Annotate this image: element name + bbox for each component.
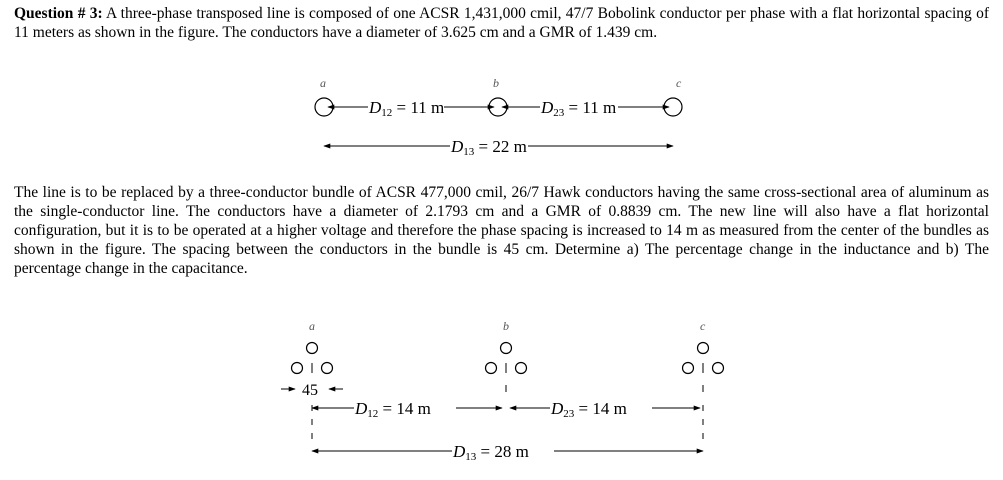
bundle-a-top-conductor [307, 343, 318, 354]
bundle-b-right-conductor [516, 363, 527, 374]
phase-a-label: a [320, 76, 326, 90]
bundle-spacing-label: 45 [302, 382, 318, 399]
d23-label: D23 = 11 m [541, 98, 617, 119]
bundle-c-left-conductor [683, 363, 694, 374]
question-label: Question # 3: [14, 5, 103, 22]
question-text: A three-phase transposed line is composed of one ACSR 1,431,000 cmil, 47/7 Bobolink conductor per phase with a flat horizontal spacing of 11 meters as shown in the figure. The conductors have a diameter of 3.625 cm and a GMR of 1.439 cm. [14, 5, 989, 41]
d12-label-2: D12 = 14 m [355, 399, 431, 420]
bundle-c-top-conductor [698, 343, 709, 354]
phase-b-label: b [493, 76, 499, 90]
bundle-b-top-conductor [501, 343, 512, 354]
bundle-c-right-conductor [713, 363, 724, 374]
bundle-a-left-conductor [292, 363, 303, 374]
bundle-b [486, 343, 527, 374]
d13-label: D13 = 22 m [451, 137, 527, 158]
d13-label-2: D13 = 28 m [453, 442, 529, 463]
figure-2-bundled-conductors [281, 319, 724, 463]
bundle-b-left-conductor [486, 363, 497, 374]
phase-c-label: c [676, 76, 682, 90]
replacement-paragraph: The line is to be replaced by a three-conductor bundle of ACSR 477,000 cmil, 26/7 Hawk conductors having the same cross-sectional area of aluminum as the single-conductor line. The conductors have a diameter of 2.1793 cm and a GMR of 0.8839 cm. The new line will also have a flat horizontal configuration, but it is to be operated at a higher voltage and therefore the phase spacing is increased to 14 m as measured from the center of the bundles as shown in the figure. The spacing between the conductors in the bundle is 45 cm. Determine a) The percentage change in the inductance and b) The percentage change in the capacitance. [14, 184, 989, 277]
bundle-a-label: a [309, 319, 315, 333]
bundle-a [292, 343, 333, 374]
bundle-a-right-conductor [322, 363, 333, 374]
figure-1-single-conductor [315, 76, 682, 158]
d23-label-2: D23 = 14 m [551, 399, 627, 420]
bundle-c-label: c [700, 319, 706, 333]
bundle-c [683, 343, 724, 374]
bundle-b-label: b [503, 319, 509, 333]
d12-label: D12 = 11 m [369, 98, 445, 119]
